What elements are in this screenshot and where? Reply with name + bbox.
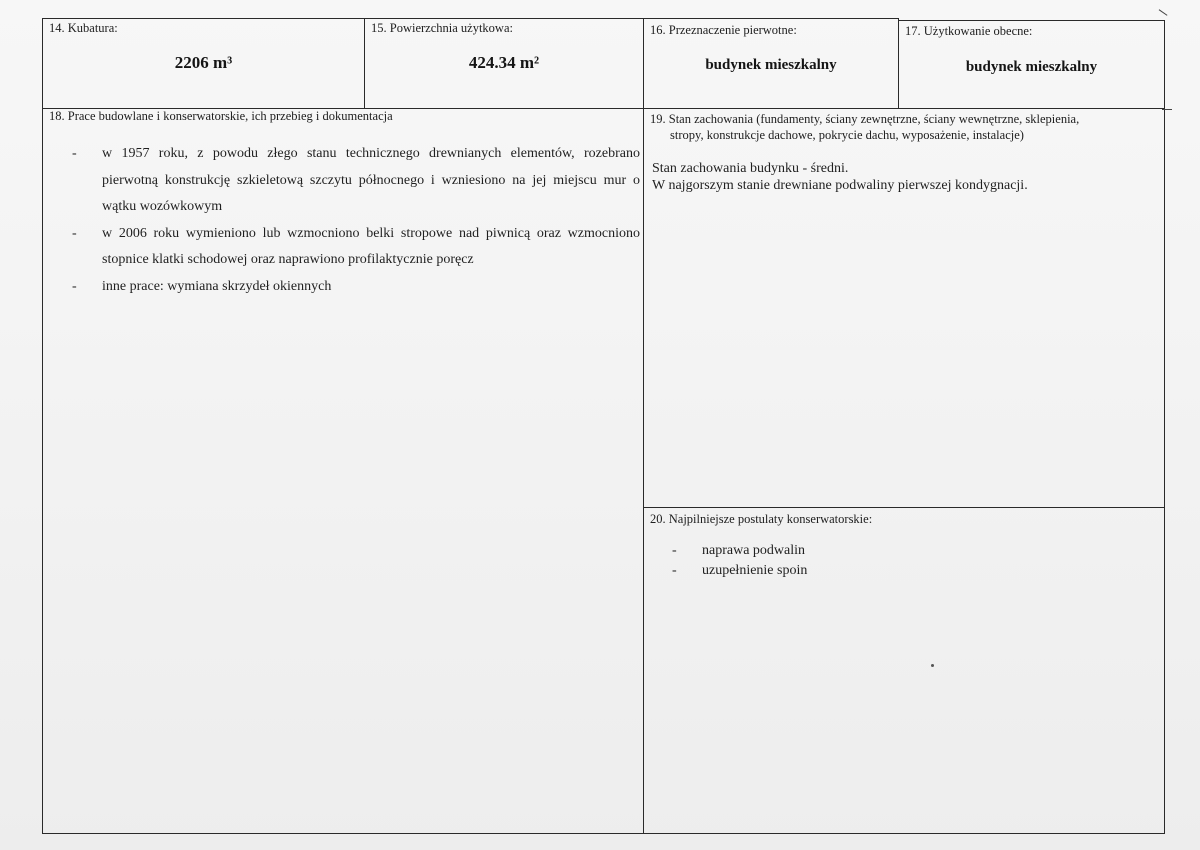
list-dash: -: [672, 543, 677, 558]
stan-line-ogolny: Stan zachowania budynku - średni.: [652, 161, 849, 176]
list-dash: -: [72, 225, 77, 241]
powierzchnia-value: 424.34 m²: [468, 53, 540, 72]
stan-line-podwaliny: W najgorszym stanie drewniane podwaliny pierwszej kondygnacji.: [652, 178, 1028, 193]
prace-item-2006: w 2006 roku wymieniono lub wzmocniono belki stropowe nad piwnicą oraz wzmocniono stopnice klatki schodowej oraz naprawiono profilaktycznie poręcz: [102, 225, 640, 267]
postulat-podwaliny: naprawa podwalin: [702, 543, 806, 558]
list-item: [72, 141, 640, 221]
stan-label-line2: stropy, konstrukcje dachowe, pokrycie dachu, wyposażenie, instalacje): [670, 128, 1024, 142]
uzytkowanie-value: budynek mieszkalny: [965, 59, 1098, 75]
kubatura-label: 14. Kubatura:: [49, 21, 118, 35]
stan-text: [652, 160, 1152, 194]
prace-label: 18. Prace budowlane i konserwatorskie, ich przebieg i dokumentacja: [49, 109, 393, 123]
postulaty-list: [672, 541, 972, 581]
kubatura-value: 2206 m³: [174, 53, 233, 72]
postulaty-label: 20. Najpilniejsze postulaty konserwatorskie:: [650, 512, 873, 526]
przeznaczenie-value: budynek mieszkalny: [705, 57, 837, 73]
scan-edge-mark: [1162, 109, 1172, 110]
uzytkowanie-label: 17. Użytkowanie obecne:: [905, 24, 1033, 38]
list-dash: -: [72, 278, 77, 294]
przeznaczenie-label: 16. Przeznaczenie pierwotne:: [650, 23, 797, 37]
list-item: [72, 274, 640, 301]
list-item: [672, 561, 972, 581]
stan-label-line1: 19. Stan zachowania (fundamenty, ściany zewnętrzne, ściany wewnętrzne, sklepienia,: [650, 112, 1080, 126]
przeznaczenie-cell: [643, 18, 899, 109]
uzytkowanie-cell: [898, 20, 1165, 109]
scan-edge-mark: [1159, 9, 1168, 16]
prace-list: [72, 141, 640, 300]
postulat-spoiny: uzupełnienie spoin: [702, 563, 808, 578]
prace-item-okna: inne prace: wymiana skrzydeł okiennych: [102, 278, 332, 294]
list-dash: -: [72, 146, 77, 161]
scan-speck: [931, 664, 934, 667]
powierzchnia-label: 15. Powierzchnia użytkowa:: [371, 21, 513, 35]
powierzchnia-cell: [364, 18, 644, 109]
kubatura-cell: [42, 18, 365, 109]
list-item: [672, 541, 972, 561]
list-item: [72, 221, 640, 274]
list-dash: -: [672, 563, 677, 578]
prace-item-1957: w 1957 roku, z powodu złego stanu technicznego drewnianych elementów, rozebrano pierwotną konstrukcję szkieletową szczytu północnego i wzniesiono na jej miejscu mur o wątku wozówkowym: [102, 146, 640, 214]
